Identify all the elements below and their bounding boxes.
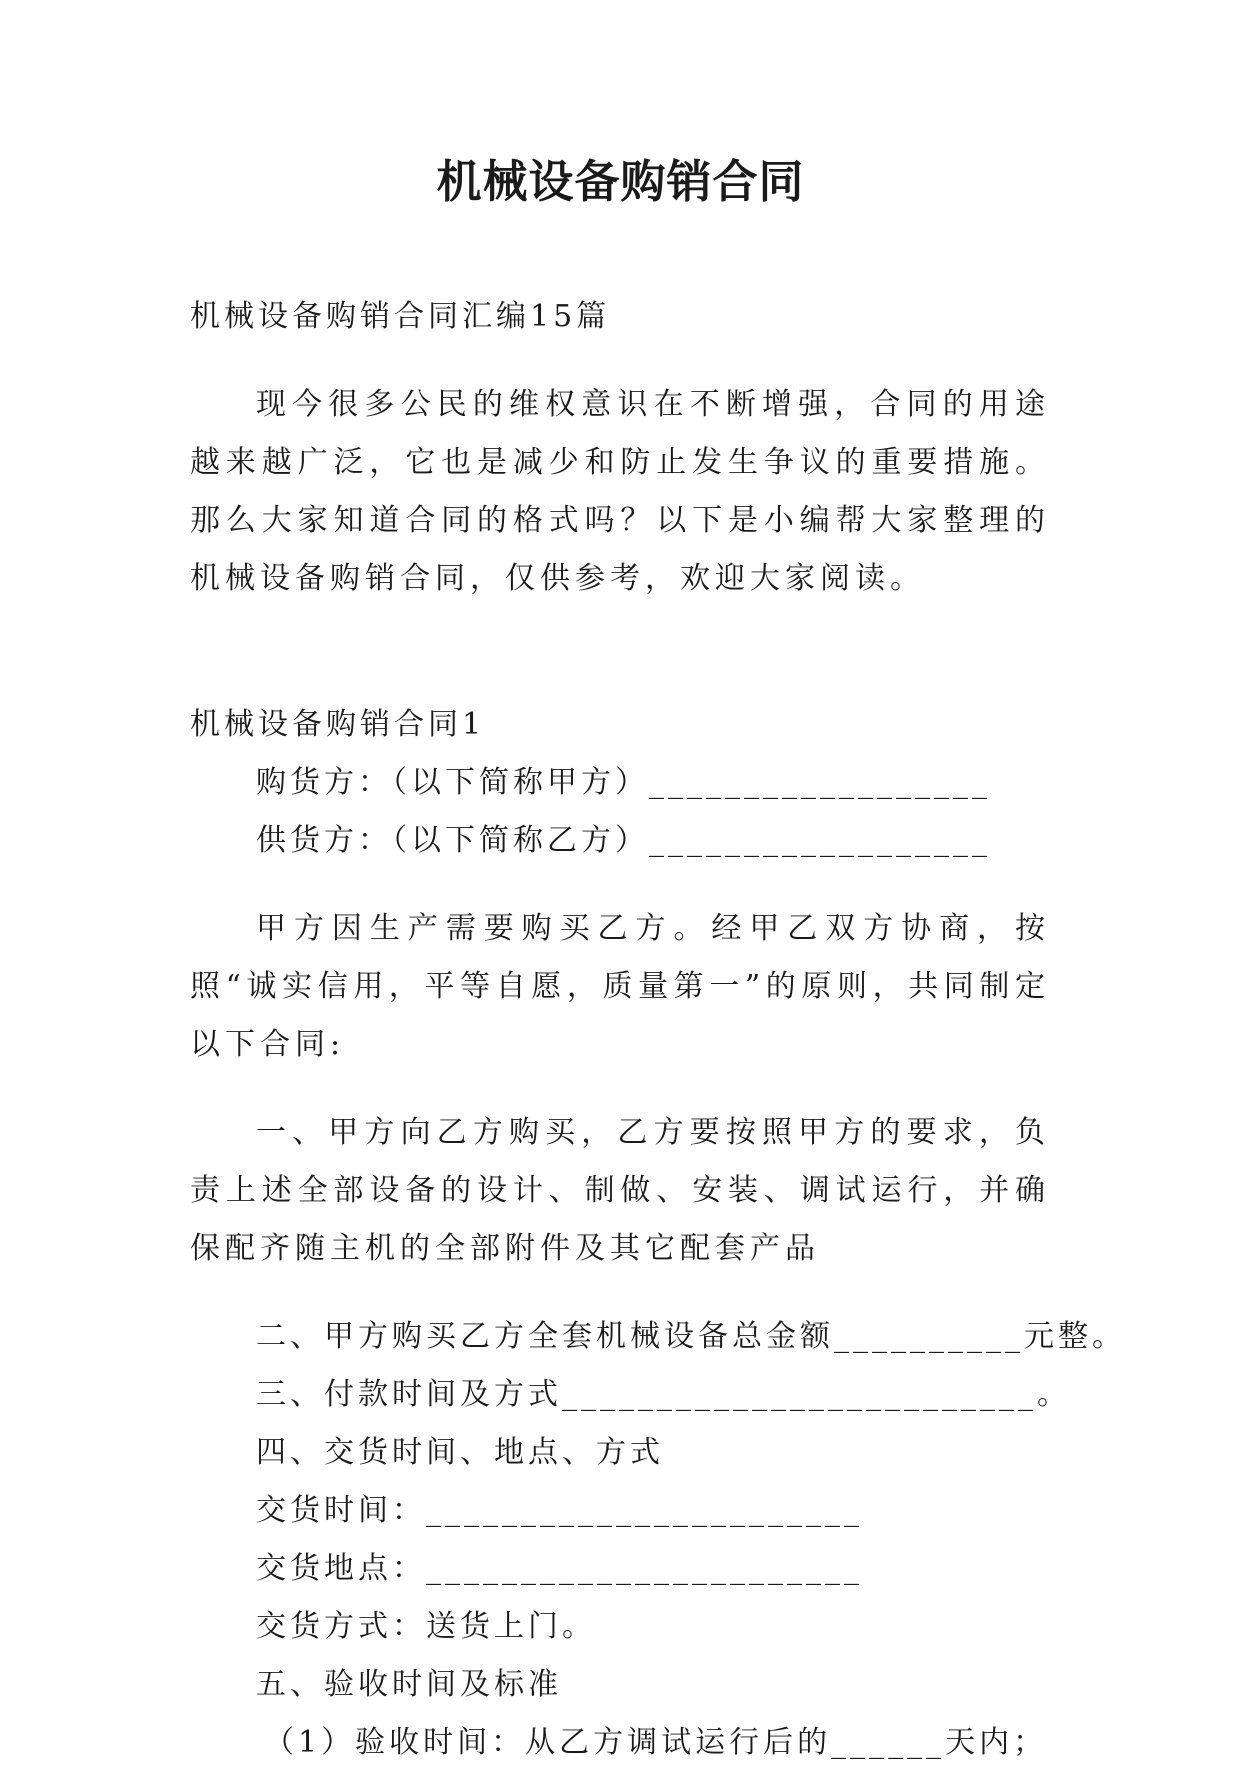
clause-one: 一、甲方向乙方购买，乙方要按照甲方的要求，负责上述全部设备的设计、制做、安装、调试运行，并确保配齐随主机的全部附件及其它配套产品 <box>190 1115 1050 1266</box>
acceptance-time-line: （1）验收时间：从乙方调试运行后的______天内； <box>264 1725 1048 1760</box>
clause-two: 二、甲方购买乙方全套机械设备总金额__________元整。 <box>256 1319 1126 1354</box>
buyer-line: 购货方：（以下简称甲方）__________________ <box>256 765 991 800</box>
clause-five: 五、验收时间及标准 <box>256 1667 562 1702</box>
section-heading: 机械设备购销合同1 <box>190 707 486 742</box>
clause-three: 三、付款时间及方式_________________________。 <box>256 1377 1071 1412</box>
delivery-time-line: 交货时间：_______________________ <box>256 1493 863 1528</box>
paragraph-gap <box>190 638 1050 696</box>
document-subtitle: 机械设备购销合同汇编15篇 <box>190 299 611 334</box>
clause-four: 四、交货时间、地点、方式 <box>256 1435 664 1470</box>
principle-paragraph: 甲方因生产需要购买乙方。经甲乙双方协商，按照“诚实信用，平等自愿，质量第一”的原则，共同制定以下合同: <box>190 911 1050 1062</box>
document-title: 机械设备购销合同 <box>436 155 805 208</box>
delivery-method-line: 交货方式：送货上门。 <box>256 1609 596 1644</box>
seller-line: 供货方：（以下简称乙方）__________________ <box>256 823 991 858</box>
intro-paragraph: 现今很多公民的维权意识在不断增强，合同的用途越来越广泛，它也是减少和防止发生争议的重要措施。那么大家知道合同的格式吗？以下是小编帮大家整理的机械设备购销合同，仅供参考，欢迎大家阅读。 <box>190 387 1050 596</box>
document-body <box>190 288 1126 1772</box>
delivery-place-line: 交货地点：_______________________ <box>256 1551 863 1586</box>
